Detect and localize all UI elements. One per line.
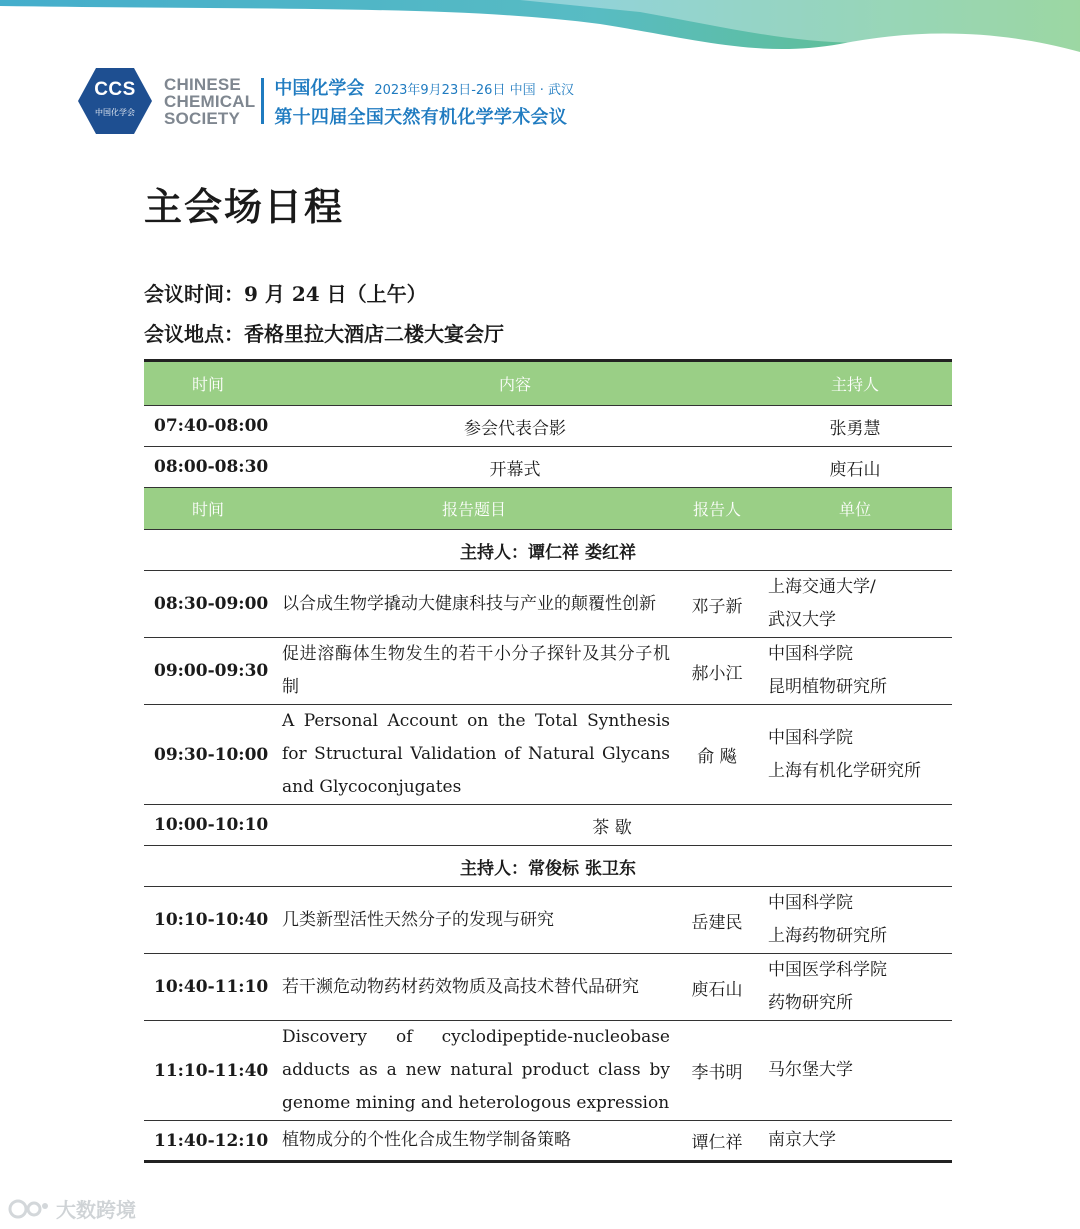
meeting-time [144,278,427,307]
table-row [144,638,952,705]
topic-cell: A Personal Account on the Total Synthesis for Structural Validation of Natural Glycans and Glycoconjugates [282,711,670,797]
unit-cell [758,954,952,1021]
topic-cell: 植物成分的个性化合成生物学制备策略 [282,1130,571,1150]
topic-cell: 若干濒危动物药材药效物质及高技术替代品研究 [282,976,639,997]
session-host-row [144,530,952,571]
logo-abbr: CCS [94,79,136,100]
header-divider [261,78,264,124]
logo-sub: 中国化学会 [95,108,135,117]
schedule-table [144,359,952,1163]
table-header-row [144,488,952,530]
header-cell: 时间 [191,500,224,519]
unit-cell [758,1021,952,1121]
time-cell: 09:30-10:00 [154,744,269,765]
table-row [144,705,952,805]
meeting-place-label: 会议地点： [144,322,244,346]
meeting-time-label: 会议时间： [144,282,244,306]
meeting-place-value: 香格里拉大酒店二楼大宴会厅 [244,322,504,346]
ccs-logo [78,68,152,134]
content-cell: 开幕式 [489,459,541,480]
society-line: CHINESE [164,74,241,94]
session-host: 主持人：谭仁祥 娄红祥 [460,542,636,563]
unit-line: 药物研究所 [768,993,854,1013]
time-cell: 08:00-08:30 [154,457,269,477]
conference-header [78,68,574,134]
watermark-logo-icon [8,1197,50,1221]
header-cell: 内容 [499,375,532,394]
unit-line: 上海有机化学研究所 [768,760,922,781]
break-label: 茶 歇 [592,817,632,838]
unit-line: 南京大学 [768,1130,837,1150]
session-host-row [144,846,952,887]
table-row [144,406,952,447]
table-row [144,1121,952,1162]
unit-line: 中国科学院 [768,727,854,748]
unit-cell [758,571,952,638]
unit-cell [758,1121,952,1162]
society-line: CHEMICAL [164,91,256,111]
speaker-cell: 俞 飚 [697,747,737,767]
topic-cell: 几类新型活性天然分子的发现与研究 [282,909,554,930]
host-cell: 庾石山 [829,459,881,480]
unit-line: 中国医学科学院 [768,960,888,980]
time-cell: 10:00-10:10 [154,815,269,835]
table-header-row [144,361,952,406]
unit-line: 中国科学院 [768,893,854,913]
time-cell: 10:10-10:40 [154,910,269,930]
unit-line: 上海药物研究所 [768,926,888,946]
conference-info [274,74,574,129]
time-cell: 11:40-12:10 [154,1130,269,1151]
table-row [144,887,952,954]
unit-line: 武汉大学 [768,610,837,630]
conference-title: 第十四届全国天然有机化学学术会议 [274,106,568,128]
time-cell: 07:40-08:00 [154,416,269,436]
time-cell: 11:10-11:40 [154,1060,269,1081]
speaker-cell: 庾石山 [691,979,743,1000]
watermark-text: 大数跨境 [56,1198,136,1222]
unit-line: 昆明植物研究所 [768,677,888,697]
unit-cell [758,638,952,705]
speaker-cell: 谭仁祥 [691,1133,743,1153]
time-cell: 10:40-11:10 [154,977,269,997]
topic-cell: 以合成生物学撬动大健康科技与产业的颠覆性创新 [282,593,656,614]
unit-line: 中国科学院 [768,644,854,664]
meeting-place [144,318,504,347]
header-cell: 单位 [839,500,872,519]
table-row [144,447,952,488]
watermark [8,1194,136,1223]
page-title: 主会场日程 [144,185,345,229]
unit-cell [758,887,952,954]
header-cell: 主持人 [831,375,880,394]
time-cell: 09:00-09:30 [154,661,269,681]
unit-line: 上海交通大学/ [768,577,876,597]
society-line: SOCIETY [164,108,241,128]
break-row [144,805,952,846]
header-cell: 时间 [191,375,224,394]
content-cell: 参会代表合影 [464,418,566,439]
speaker-cell: 岳建民 [691,912,743,933]
speaker-cell: 邓子新 [691,596,743,617]
meeting-time-value: 9 月 24 日（上午） [244,282,427,306]
header-cell: 报告题目 [441,500,506,519]
table-row [144,1021,952,1121]
conference-date: 2023年9月23日-26日 中国 · 武汉 [374,82,574,98]
session-host: 主持人：常俊标 张卫东 [460,858,636,879]
topic-cell: 促进溶酶体生物发生的若干小分子探针及其分子机制 [282,644,670,697]
host-cell: 张勇慧 [829,418,881,439]
speaker-cell: 李书明 [691,1063,743,1083]
unit-cell [758,705,952,805]
header-cell: 报告人 [693,500,742,519]
speaker-cell: 郝小江 [691,663,743,684]
topic-cell: Discovery of cyclodipeptide-nucleobase adducts as a new natural product class by genome mining and heterologous expression [282,1027,670,1113]
org-name: 中国化学会 [274,77,365,99]
table-row [144,571,952,638]
society-name [164,76,255,127]
unit-line: 马尔堡大学 [768,1060,854,1080]
table-row [144,954,952,1021]
time-cell: 08:30-09:00 [154,594,269,614]
